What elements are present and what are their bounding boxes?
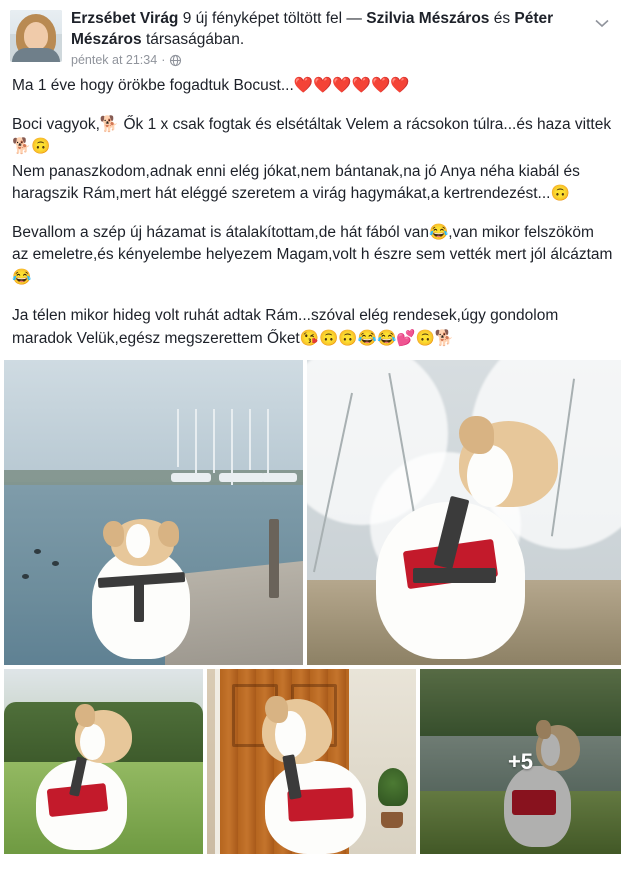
- author-name-link[interactable]: Erzsébet Virág: [71, 10, 179, 27]
- post-message: [0, 71, 625, 360]
- sailboat-mast: [213, 409, 215, 473]
- more-photos-count: +5: [507, 748, 534, 774]
- photo-grid-row-1: [4, 360, 621, 665]
- avatar-face: [24, 22, 48, 50]
- sky: [4, 360, 303, 482]
- dog-head-patch: [80, 724, 105, 761]
- photo-door-dog[interactable]: [207, 669, 416, 854]
- post-paragraph-1: Ma 1 éve hogy örökbe fogadtuk Bocust...❤️❤️❤️❤️❤️❤️: [12, 77, 410, 94]
- post-byline: [71, 8, 589, 50]
- dog-ear: [265, 696, 288, 724]
- sailboat-mast: [195, 409, 197, 482]
- header-action-text: 9 új fényképet töltött fel —: [178, 10, 367, 27]
- duck: [22, 574, 29, 579]
- meta-separator: ·: [161, 53, 166, 67]
- post-timestamp[interactable]: péntek at 21:34: [71, 53, 158, 67]
- avatar[interactable]: [10, 10, 62, 62]
- sailboat-hull: [219, 473, 265, 482]
- tagged-person-2-link[interactable]: Péter Mészáros: [71, 10, 554, 48]
- header-conjunction: és: [489, 10, 515, 27]
- dog-head-patch: [126, 524, 150, 558]
- mooring-post: [269, 519, 279, 598]
- post-paragraph-2: Boci vagyok,🐕 Ők 1 x csak fogtak és elsétáltak Velem a rácsokon túlra...és haza vittek🐕🙃: [12, 115, 612, 155]
- post-header: [0, 0, 625, 71]
- more-photos-overlay[interactable]: [420, 669, 621, 854]
- sailboat-mast: [267, 409, 269, 479]
- sailboat-mast: [249, 409, 251, 470]
- post-paragraph-4: Bevallom a szép új házamat is átalakítottam,de hát fából van😂,van mikor felszököm az emeletre,és kényelembe helyezem Magam,volt h észre sem vették mert jól álcáztam 😂: [12, 223, 613, 286]
- sailboat-mast: [177, 409, 179, 467]
- photo-grid-row-2: [4, 669, 621, 854]
- photo-garden-dog[interactable]: [4, 669, 203, 854]
- dog: [257, 699, 387, 854]
- header-suffix-text: társaságában.: [141, 31, 245, 48]
- avatar-body: [12, 48, 60, 62]
- post-header-text: [62, 8, 589, 67]
- dog-ear: [75, 704, 95, 726]
- globe-icon[interactable]: [169, 54, 182, 67]
- dog-leash: [134, 580, 143, 622]
- sailboat-hull: [261, 473, 297, 482]
- post-menu-button[interactable]: [589, 10, 615, 36]
- post-meta: [71, 53, 589, 67]
- dog-ear: [103, 521, 124, 546]
- dog-ear: [158, 521, 179, 546]
- sailboat-hull: [171, 473, 211, 482]
- dog: [376, 421, 583, 659]
- photo-harbour-dog[interactable]: [4, 360, 303, 665]
- duck: [34, 549, 41, 554]
- dog: [82, 519, 214, 659]
- post-paragraph-5: Ja télen mikor hideg volt ruhát adtak Rám...szóval elég rendesek,úgy gondolom maradok Velük,egész megszerettem Őket😘🙃🙃😂😂💕🙃🐕: [12, 307, 559, 347]
- dog: [36, 710, 159, 851]
- harness-strap: [413, 568, 496, 582]
- post-paragraph-3: Nem panaszkodom,adnak enni elég jókat,nem bántanak,na jó Anya néha kiabál és haragszik Rám,mert hát eléggé szeretem a virág hagymákat,a kertrendezést...🙃: [12, 162, 580, 202]
- photo-grid: [0, 360, 625, 858]
- photo-river-dog[interactable]: [420, 669, 621, 854]
- tagged-person-1-link[interactable]: Szilvia Mészáros: [366, 10, 490, 27]
- photo-frost-dog[interactable]: [307, 360, 621, 665]
- dog-head-patch: [467, 445, 513, 507]
